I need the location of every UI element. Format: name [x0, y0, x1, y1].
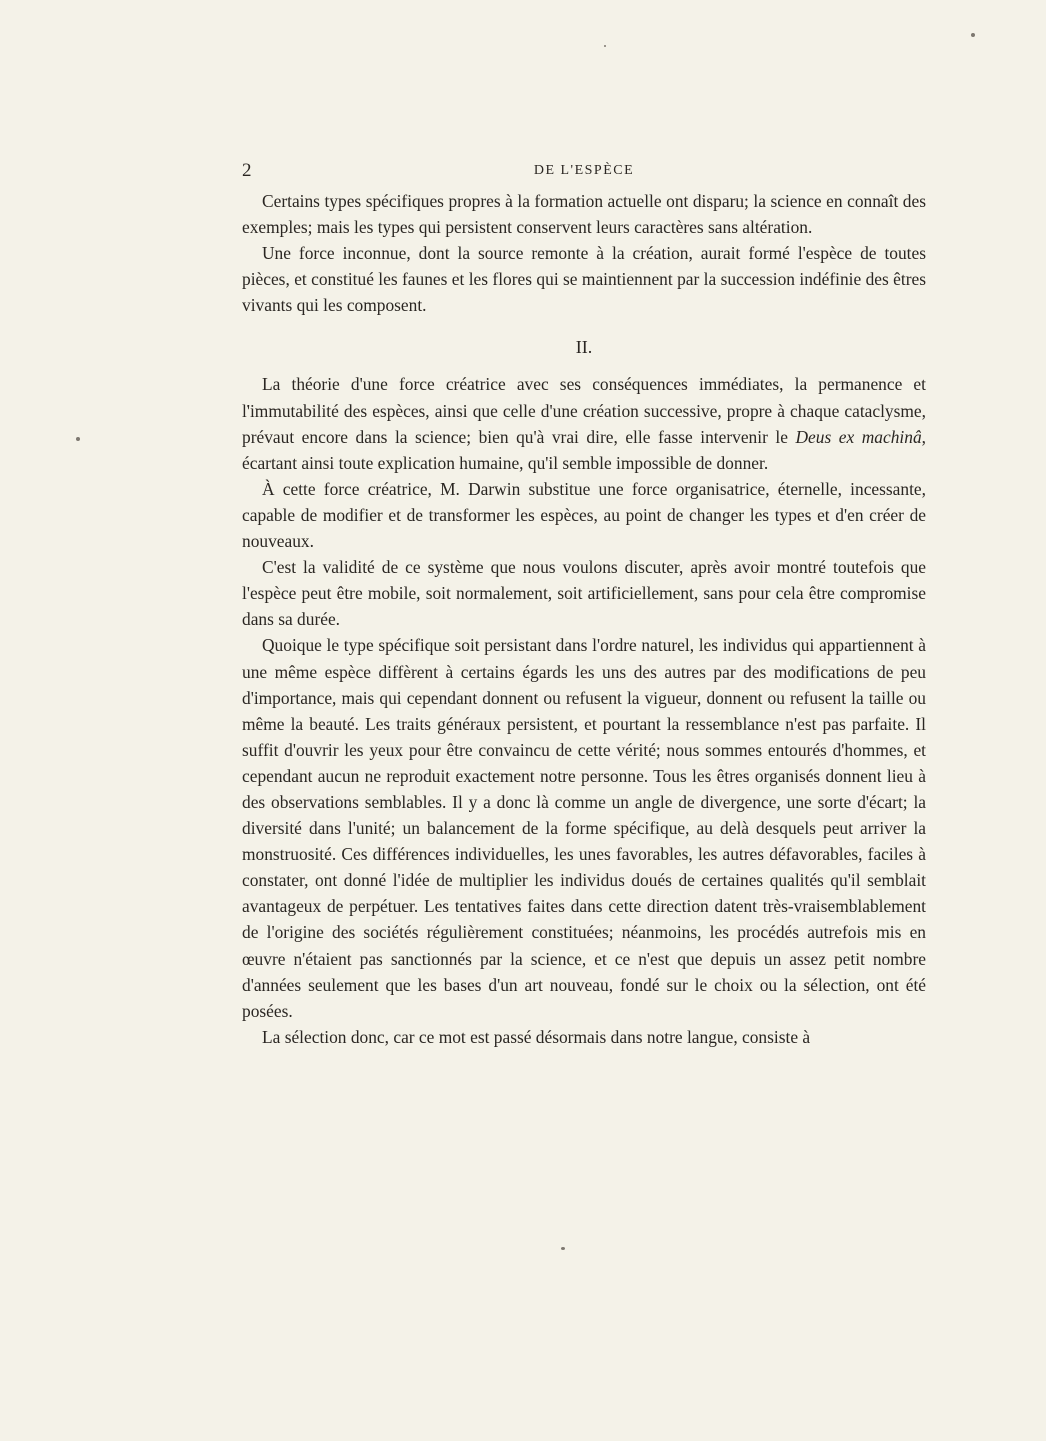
paragraph — [242, 371, 926, 475]
paragraph: À cette force créatrice, M. Darwin substitue une force organisatrice, éternelle, incessante, capable de modifier et de transformer les espèces, au point de changer les types et d'en créer de nouveaux. — [242, 478, 926, 552]
italic-phrase: Deus ex machinâ — [795, 426, 922, 447]
paragraph: Certains types spécifiques propres à la formation actuelle ont disparu; la science en connaît des exemples; mais les types qui persistent conservent leurs caractères sans altération. — [242, 191, 926, 238]
page-speck — [561, 1247, 565, 1250]
section-heading: II. — [575, 337, 593, 358]
running-title: DE L'ESPÈCE — [533, 163, 635, 178]
paragraph: C'est la validité de ce système que nous voulons discuter, après avoir montré toutefois que l'espèce peut être mobile, soit normalement, soit artificiellement, sans pour cela être compromise dans sa durée. — [242, 557, 926, 630]
paragraph: Quoique le type spécifique soit persistant dans l'ordre naturel, les individus qui appartiennent à une même espèce diffèrent à certains égards les uns des autres par des modifications de peu d'importance, mais qui cependant donnent ou refusent la vigueur, donnent ou refusent la taille ou même la beauté. Les traits généraux persistent, et pourtant la ressemblance n'est pas parfaite. Il suffit d'ouvrir les yeux pour être convaincu de cette vérité; nous sommes entourés d'hommes, et cependant aucun ne reproduit exactement notre personne. Tous les êtres organisés donnent lieu à des observations semblables. Il y a donc là comme un angle de divergence, une sorte d'écart; la diversité dans l'unité; un balancement de la forme spécifique, au delà desquels peut arriver la monstruosité. Ces différences individuelles, les unes favorables, les autres défavorables, faciles à constater, ont donné l'idée de multiplier les individus doués de certaines qualités qu'il semblait avantageux de perpétuer. Les tentatives faites dans cette direction datent très-vraisemblablement de l'origine des sociétés régulièrement constituées; néanmoins, les procédés autrefois mis en œuvre n'étaient pas sanctionnés par la science, et ce n'est que depuis un assez petit nombre d'années seulement que les bases d'un art nouveau, fondé sur le choix ou la sélection, ont été posées. — [242, 635, 926, 1021]
page-header — [242, 158, 926, 188]
page-speck — [971, 33, 975, 37]
page-speck — [76, 437, 80, 441]
paragraph: La sélection donc, car ce mot est passé désormais dans notre langue, consiste à — [262, 1026, 811, 1047]
page-body — [242, 188, 926, 1050]
book-page — [242, 158, 926, 1050]
paragraph: Une force inconnue, dont la source remonte à la création, aurait formé l'espèce de toutes pièces, et constitué les faunes et les flores qui se maintiennent par la succession indéfinie des êtres vivants qui les composent. — [242, 243, 926, 316]
text-run: La théorie d'une force créatrice avec ses conséquences immédiates, la permanence et l'immutabilité des espèces, ainsi que celle d'une création successive, propre à chaque cataclysme, prévaut encore dans la science; bien qu'à vrai dire, elle fasse intervenir le — [242, 374, 926, 447]
page-speck — [604, 45, 606, 47]
page-number: 2 — [242, 160, 252, 181]
text-run: , écartant ainsi toute explication humaine, qu'il semble impossible de donner. — [242, 426, 926, 473]
